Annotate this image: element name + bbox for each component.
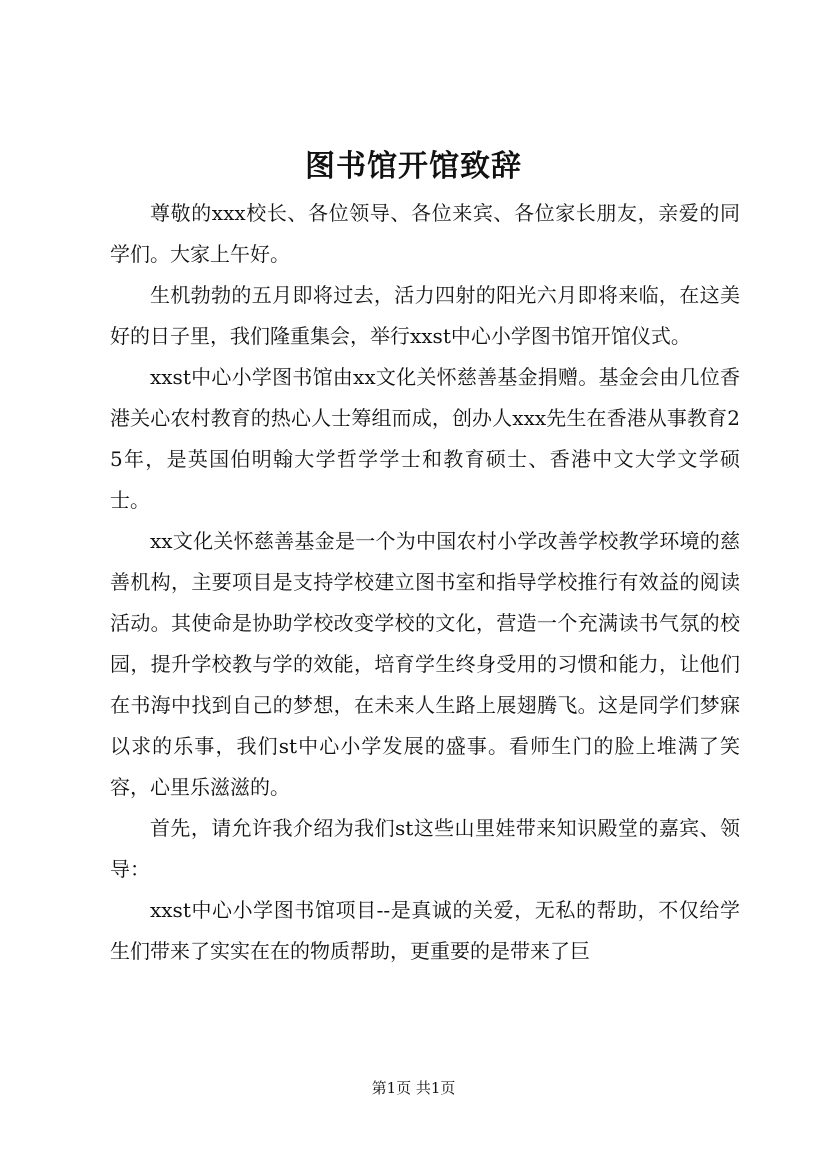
paragraph-greeting: 尊敬的xxx校长、各位领导、各位来宾、各位家长朋友，亲爱的同学们。大家上午好。 bbox=[110, 201, 740, 266]
page-number-footer: 第1页 共1页 bbox=[371, 1079, 456, 1097]
document-body bbox=[110, 193, 740, 972]
paragraph-foundation-mission: xx文化关怀慈善基金是一个为中国农村小学改善学校教学环境的慈善机构，主要项目是支持学校建立图书室和指导学校推行有效益的阅读活动。其使命是协助学校改变学校的文化，营造一个充满读书气氛的校园，提升学校教与学的效能，培育学生终身受用的习惯和能力，让他们在书海中找到自己的梦想，在未来人生路上展翅腾飞。这是同学们梦寐以求的乐事，我们st中心小学发展的盛事。看师生门的脸上堆满了笑容，心里乐滋滋的。 bbox=[110, 529, 740, 799]
paragraph-library-donation: xxst中心小学图书馆由xx文化关怀慈善基金捐赠。基金会由几位香港关心农村教育的热心人士筹组而成，创办人xxx先生在香港从事教育25年，是英国伯明翰大学哲学学士和教育硕士、香港中文大学文学硕士。 bbox=[110, 365, 740, 512]
paragraph-opening: 生机勃勃的五月即将过去，活力四射的阳光六月即将来临，在这美好的日子里，我们隆重集会，举行xxst中心小学图书馆开馆仪式。 bbox=[110, 283, 740, 348]
document-title: 图书馆开馆致辞 bbox=[305, 149, 522, 184]
paragraph-project-care: xxst中心小学图书馆项目--是真诚的关爱，无私的帮助，不仅给学生们带来了实实在在的物质帮助，更重要的是带来了巨 bbox=[110, 898, 740, 963]
paragraph-introduce-guests: 首先，请允许我介绍为我们st这些山里娃带来知识殿堂的嘉宾、领导： bbox=[110, 816, 740, 881]
